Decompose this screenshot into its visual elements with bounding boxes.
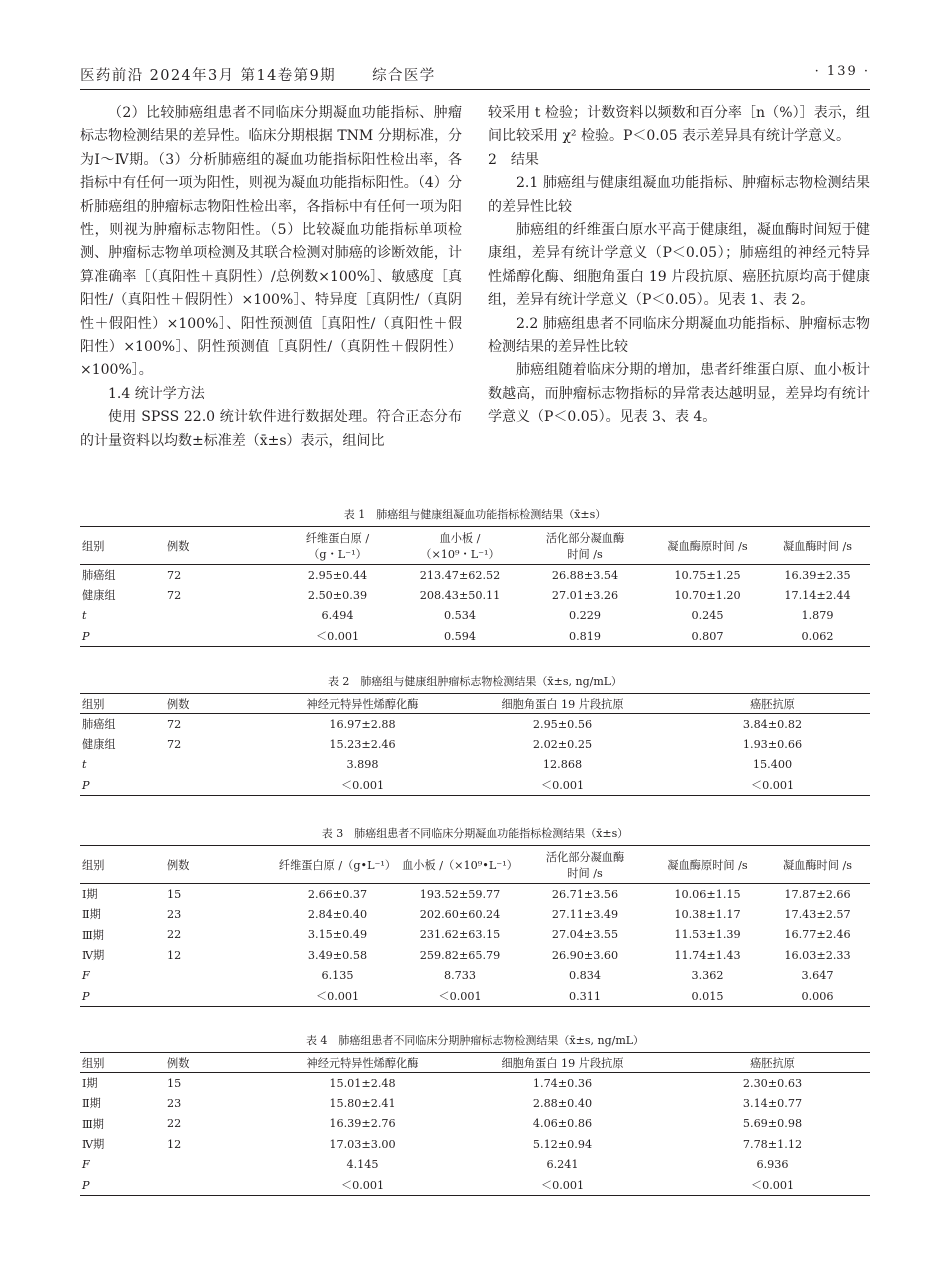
table-row — [80, 606, 870, 627]
th-nse: 神经元特异性烯醇化酶 — [275, 694, 450, 714]
th-group: 组别 — [80, 846, 165, 884]
table-cell: 72 — [167, 717, 182, 731]
table-cell: ＜0.001 — [675, 775, 870, 796]
table-cell: ＜0.001 — [275, 1175, 450, 1196]
table-cell: 0.229 — [568, 609, 602, 623]
table4 — [80, 1052, 870, 1196]
table-cell: 11.53±1.39 — [674, 928, 741, 942]
table-cell: 0.807 — [650, 626, 765, 647]
table-cell: 12 — [167, 1137, 182, 1151]
table-cell: 15 — [167, 887, 182, 901]
row-label-cell: 肺癌组 — [82, 718, 116, 731]
table-row — [80, 755, 870, 776]
table-cell: 2.50±0.39 — [307, 588, 368, 602]
table-cell: 11.74±1.43 — [674, 948, 741, 962]
row-label-cell: Ⅱ期 — [82, 1097, 101, 1111]
table-cell — [165, 986, 275, 1007]
row-label-cell: Ⅳ期 — [82, 949, 105, 963]
section-heading: 2 结果 — [488, 151, 539, 168]
table-row — [80, 966, 870, 987]
table-cell: 17.03±3.00 — [329, 1137, 396, 1151]
table-cell: 0.006 — [765, 986, 870, 1007]
th-cyfra21: 细胞角蛋白 19 片段抗原 — [450, 1053, 675, 1073]
table-cell: 8.733 — [443, 969, 477, 983]
th-count: 例数 — [165, 527, 275, 565]
table-cell: 10.70±1.20 — [674, 588, 741, 602]
table-cell — [165, 755, 275, 776]
row-label-cell: F — [82, 969, 90, 983]
paragraph: 肺癌组随着临床分期的增加，患者纤维蛋白原、血小板计数越高，而肿瘤标志物指标的异常表达越明显，差异均有统计学意义（P＜0.05）。见表 3、表 4。 — [488, 362, 870, 426]
table-cell: 10.75±1.25 — [674, 568, 741, 582]
table-cell: 16.03±2.33 — [784, 948, 851, 962]
table-cell — [165, 1155, 275, 1176]
subsection-heading: 2.1 肺癌组与健康组凝血功能指标、肿瘤标志物检测结果的差异性比较 — [488, 175, 870, 215]
table-row — [80, 734, 870, 755]
table-cell: 6.241 — [546, 1158, 579, 1172]
th-fibrinogen: 纤维蛋白原 /（g•L⁻¹） — [275, 846, 400, 884]
table-cell: 3.14±0.77 — [742, 1096, 803, 1110]
table-cell: 23 — [167, 907, 182, 921]
th-fibrinogen: 纤维蛋白原 / （g・L⁻¹） — [275, 527, 400, 565]
table-cell: 0.819 — [520, 626, 650, 647]
table-cell: 1.879 — [801, 609, 834, 623]
table-cell: 202.60±60.24 — [419, 907, 501, 921]
row-label-cell: P — [80, 986, 165, 1007]
table-cell: 72 — [167, 588, 182, 602]
table-cell: 2.95±0.44 — [307, 568, 368, 582]
table-cell: 15.80±2.41 — [329, 1096, 396, 1110]
table-cell: 4.06±0.86 — [532, 1117, 593, 1131]
journal-issue: 医药前沿 2024年3月 第14卷第9期 综合医学 — [80, 68, 436, 84]
th-group: 组别 — [80, 1053, 165, 1073]
th-pt: 凝血酶原时间 /s — [650, 846, 765, 884]
header-rule — [80, 89, 870, 90]
table-cell: 22 — [167, 928, 182, 942]
table-cell: ＜0.001 — [275, 986, 400, 1007]
table-cell: ＜0.001 — [450, 1175, 675, 1196]
table-cell: 2.30±0.63 — [742, 1076, 803, 1090]
table-cell: 231.62±63.15 — [419, 928, 501, 942]
table-row — [80, 904, 870, 925]
table-row — [80, 925, 870, 946]
table-cell: 72 — [167, 737, 182, 751]
table-cell: 0.834 — [568, 969, 602, 983]
table-cell: 5.12±0.94 — [532, 1137, 593, 1151]
table-cell: 2.88±0.40 — [532, 1096, 593, 1110]
row-label-cell: 健康组 — [82, 738, 116, 752]
table3-caption: 表 3 肺癌组患者不同临床分期凝血功能指标检测结果（x̄±s） — [321, 827, 629, 840]
row-label-cell: Ⅲ期 — [82, 1117, 104, 1131]
table-row — [80, 1093, 870, 1114]
th-cea: 癌胚抗原 — [675, 694, 870, 714]
row-label-cell: P — [80, 1175, 165, 1196]
table-cell: 0.245 — [691, 609, 724, 623]
table-cell: 17.87±2.66 — [784, 887, 851, 901]
table-cell: ＜0.001 — [275, 775, 450, 796]
table-cell: 15 — [167, 1076, 182, 1090]
page-number: · 139 · — [814, 64, 870, 79]
table-row — [80, 884, 870, 905]
table-row — [80, 565, 870, 586]
table1 — [80, 526, 870, 647]
table-cell: 2.95±0.56 — [532, 717, 593, 731]
table-cell: 3.647 — [801, 969, 834, 983]
row-label-cell: 健康组 — [82, 589, 116, 603]
subsection-heading: 2.2 肺癌组患者不同临床分期凝血功能指标、肿瘤标志物检测结果的差异性比较 — [488, 315, 870, 356]
row-label-cell: Ⅲ期 — [82, 928, 104, 942]
table-cell — [165, 626, 275, 647]
th-nse: 神经元特异性烯醇化酶 — [275, 1053, 450, 1073]
table-cell: 15.01±2.48 — [329, 1076, 396, 1090]
table1-caption: 表 1 肺癌组与健康组凝血功能指标检测结果（x̄±s） — [343, 508, 607, 521]
th-group: 组别 — [80, 694, 165, 714]
table-cell: 26.90±3.60 — [551, 948, 619, 962]
table-cell: 0.015 — [650, 986, 765, 1007]
th-group: 组别 — [80, 527, 165, 565]
table-row — [80, 1134, 870, 1155]
row-label-cell: P — [80, 626, 165, 647]
th-tt: 凝血酶时间 /s — [765, 527, 870, 565]
table-cell: 27.11±3.49 — [551, 907, 619, 921]
table-cell — [165, 606, 275, 627]
table-cell: 16.39±2.35 — [784, 568, 851, 582]
table-cell: 2.84±0.40 — [307, 907, 368, 921]
table-cell: 3.898 — [346, 758, 379, 772]
paragraph: 较采用 t 检验；计数资料以频数和百分率［n（%）］表示，组间比较采用 χ² 检验。P＜0.05 表示差异具有统计学意义。 — [488, 105, 870, 145]
table-cell: 0.534 — [443, 609, 477, 623]
th-aptt: 活化部分凝血酶 时间 /s — [520, 527, 650, 565]
table-cell: 193.52±59.77 — [419, 887, 501, 901]
table-cell — [165, 1175, 275, 1196]
th-count: 例数 — [165, 1053, 275, 1073]
table-cell: 12 — [167, 948, 182, 962]
table-row — [80, 986, 870, 1007]
table-cell: 26.71±3.56 — [551, 887, 619, 901]
th-count: 例数 — [165, 846, 275, 884]
table-cell: 6.936 — [756, 1158, 789, 1172]
table-cell: 1.93±0.66 — [742, 737, 803, 751]
row-label-cell: Ⅰ期 — [82, 1077, 98, 1090]
table-cell: 3.362 — [691, 969, 724, 983]
table-row — [80, 945, 870, 966]
table-cell: 17.43±2.57 — [784, 907, 851, 921]
table-cell: 27.01±3.26 — [551, 588, 619, 602]
table-cell: 213.47±62.52 — [419, 568, 501, 582]
table2-caption: 表 2 肺癌组与健康组肿瘤标志物检测结果（x̄±s, ng/mL） — [327, 675, 623, 688]
paragraph: 使用 SPSS 22.0 统计软件进行数据处理。符合正态分布的计量资料以均数±标准差（x̄±s）表示，组间比 — [80, 409, 462, 449]
table-cell: 2.66±0.37 — [307, 887, 368, 901]
row-label-cell: 肺癌组 — [82, 569, 116, 582]
table-cell: 0.062 — [765, 626, 870, 647]
table-cell: 17.14±2.44 — [784, 588, 851, 602]
running-header — [80, 64, 870, 88]
table-cell: 26.88±3.54 — [551, 568, 619, 582]
table-row — [80, 1175, 870, 1196]
th-aptt: 活化部分凝血酶 时间 /s — [520, 846, 650, 884]
table-cell: ＜0.001 — [275, 626, 400, 647]
left-column — [80, 102, 462, 453]
row-label-cell: t — [82, 758, 87, 772]
table-cell: ＜0.001 — [450, 775, 675, 796]
table-cell: 2.02±0.25 — [532, 737, 593, 751]
table-cell — [165, 966, 275, 987]
table-cell — [165, 775, 275, 796]
table-row — [80, 585, 870, 606]
row-label-cell: Ⅱ期 — [82, 908, 101, 922]
table-cell: 16.39±2.76 — [329, 1117, 396, 1131]
table-cell: 3.15±0.49 — [307, 928, 368, 942]
table-cell: 15.23±2.46 — [329, 737, 396, 751]
table-cell: 22 — [167, 1117, 182, 1131]
table4-caption: 表 4 肺癌组患者不同临床分期肿瘤标志物检测结果（x̄±s, ng/mL） — [305, 1034, 645, 1047]
table-cell: 1.74±0.36 — [532, 1076, 593, 1090]
th-count: 例数 — [165, 694, 275, 714]
th-platelet: 血小板 /（×10⁹•L⁻¹） — [400, 846, 520, 884]
table-row — [80, 1073, 870, 1094]
row-label-cell: Ⅳ期 — [82, 1138, 105, 1152]
table-cell: 0.594 — [400, 626, 520, 647]
right-column — [488, 102, 870, 430]
table-cell: 7.78±1.12 — [742, 1137, 803, 1151]
paragraph: （2）比较肺癌组患者不同临床分期凝血功能指标、肿瘤标志物检测结果的差异性。临床分期根据 TNM 分期标准，分为Ⅰ～Ⅳ期。（3）分析肺癌组的凝血功能指标阳性检出率，各指标中有任何一项为阳性，则视为凝血功能指标阳性。（4）分析肺癌组的肿瘤标志物阳性检出率，各指标中有任何一项为阳性，则视为肿瘤标志物阳性。（5）比较凝血功能指标单项检测、肿瘤标志物单项检测及其联合检测对肺癌的诊断效能，计算准确率［（真阳性＋真阴性）/总例数×100%］、敏感度［真阳性/（真阳性＋假阴性）×100%］、特异度［真阴性/（真阴性＋假阳性）×100%］、阳性预测值［真阳性/（真阳性＋假阳性）×100%］、阴性预测值［真阴性/（真阴性＋假阴性）×100%］。 — [80, 105, 462, 379]
table-cell: 16.77±2.46 — [784, 928, 851, 942]
row-label-cell: P — [80, 775, 165, 796]
table-row — [80, 1114, 870, 1135]
table-cell: 16.97±2.88 — [329, 717, 396, 731]
table-cell: 12.868 — [542, 758, 583, 772]
table-cell: 3.49±0.58 — [307, 948, 368, 962]
row-label-cell: F — [82, 1158, 90, 1172]
table-cell: 10.38±1.17 — [674, 907, 741, 921]
table-cell: 15.400 — [752, 758, 793, 772]
table-row — [80, 714, 870, 735]
table-row — [80, 775, 870, 796]
section-name: 综合医学 — [372, 68, 436, 84]
table-row — [80, 626, 870, 647]
th-pt: 凝血酶原时间 /s — [650, 527, 765, 565]
table-cell: 4.145 — [346, 1158, 379, 1172]
table-cell: 23 — [167, 1096, 182, 1110]
table-cell: 6.494 — [321, 609, 354, 623]
th-cea: 癌胚抗原 — [675, 1053, 870, 1073]
table-cell: ＜0.001 — [400, 986, 520, 1007]
table-row — [80, 1155, 870, 1176]
th-platelet: 血小板 / （×10⁹・L⁻¹） — [400, 527, 520, 565]
table3 — [80, 845, 870, 1007]
row-label-cell: t — [82, 609, 87, 623]
table-cell: 72 — [167, 568, 182, 582]
table2 — [80, 693, 870, 796]
table-cell: 27.04±3.55 — [551, 928, 619, 942]
table-cell: ＜0.001 — [675, 1175, 870, 1196]
table-cell: 208.43±50.11 — [419, 588, 501, 602]
subsection-heading: 1.4 统计学方法 — [108, 385, 205, 402]
row-label-cell: Ⅰ期 — [82, 888, 98, 901]
table-cell: 259.82±65.79 — [419, 948, 501, 962]
th-cyfra21: 细胞角蛋白 19 片段抗原 — [450, 694, 675, 714]
table-cell: 6.135 — [321, 969, 354, 983]
paragraph: 肺癌组的纤维蛋白原水平高于健康组，凝血酶时间短于健康组，差异有统计学意义（P＜0.05）；肺癌组的神经元特异性烯醇化酶、细胞角蛋白 19 片段抗原、癌胚抗原均高于健康组，差异有统计学意义（P＜0.05）。见表 1、表 2。 — [488, 222, 870, 309]
table-cell: 0.311 — [520, 986, 650, 1007]
table-cell: 10.06±1.15 — [674, 887, 741, 901]
th-tt: 凝血酶时间 /s — [765, 846, 870, 884]
table-cell: 3.84±0.82 — [742, 717, 803, 731]
table-cell: 5.69±0.98 — [742, 1117, 803, 1131]
